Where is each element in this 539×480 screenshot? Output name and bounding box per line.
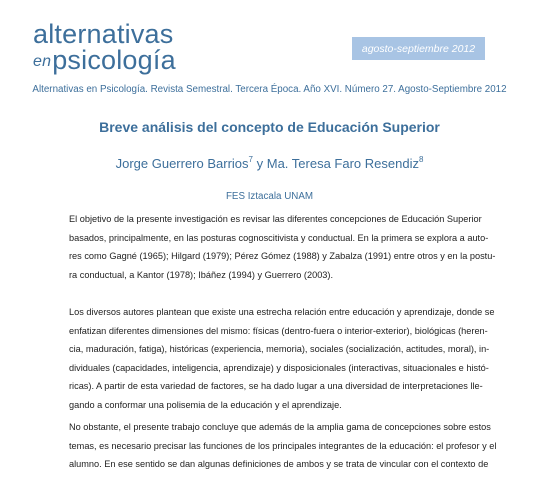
paragraph-1 <box>69 210 496 284</box>
text-line: ricas). A partir de esta variedad de factores, se ha dado lugar a una diversidad de interpretaciones lle- <box>69 381 483 392</box>
logo-line-psicologia <box>33 47 176 75</box>
logo-en: en <box>33 53 52 70</box>
author-2-footnote: 8 <box>418 155 424 164</box>
article-authors <box>0 155 539 171</box>
author-connector: y <box>253 156 267 171</box>
paragraph-2 <box>69 303 495 415</box>
text-line: dividuales (capacidades, inteligencia, aprendizaje) y disposicionales (interactivas, situacionales e histó- <box>69 362 489 373</box>
text-line: res como Gagné (1965); Hilgard (1979); Pérez Gómez (1988) y Zabalza (1991) entre otros y en la postu- <box>69 251 496 262</box>
author-2: Ma. Teresa Faro Resendiz <box>266 156 419 171</box>
date-badge: agosto-septiembre 2012 <box>352 37 485 60</box>
text-line: ra conductual, a Kantor (1978); Ibáñez (1994) y Guerrero (2003). <box>69 269 334 280</box>
author-affiliation: FES Iztacala UNAM <box>225 191 314 202</box>
author-1-footnote: 7 <box>248 155 253 164</box>
text-line: basados, principalmente, en las posturas cognoscitivista y conductual. En la primera se explora a auto- <box>69 232 489 243</box>
text-line: cia, maduración, fatiga), históricas (experiencia, memoria), sociales (socialización, actitudes, moral), in- <box>69 344 490 355</box>
text-line: enfatizan diferentes dimensiones del mismo: físicas (dentro-fuera o interior-exterior), biológicas (heren- <box>69 325 488 336</box>
journal-citation-line: Alternativas en Psicología. Revista Semestral. Tercera Época. Año XVI. Número 27. Agosto-Septiembre 2012 <box>32 84 507 95</box>
text-line: No obstante, el presente trabajo concluye que además de la amplia gama de concepciones sobre estos <box>69 422 491 432</box>
text-line: temas, es necesario precisar las funciones de los principales integrantes de la educación: el profesor y el <box>69 440 497 451</box>
text-line: Los diversos autores plantean que existe una estrecha relación entre educación y aprendizaje, donde se <box>69 307 495 317</box>
paragraph-3 <box>69 418 497 474</box>
text-line: El objetivo de la presente investigación es revisar las diferentes concepciones de Educación Superior <box>69 214 482 224</box>
logo-line-alternativas: alternativas <box>33 19 174 49</box>
text-line: alumno. En ese sentido se dan algunas definiciones de ambos y se trata de vincular con el contexto de <box>69 459 489 470</box>
journal-logo <box>33 19 176 75</box>
article-title: Breve análisis del concepto de Educación Superior <box>99 119 440 135</box>
author-1: Jorge Guerrero Barrios <box>115 156 249 171</box>
text-line: gando a conformar una polisemia de la educación y el aprendizaje. <box>69 399 342 410</box>
logo-psicologia: psicología <box>52 45 176 75</box>
